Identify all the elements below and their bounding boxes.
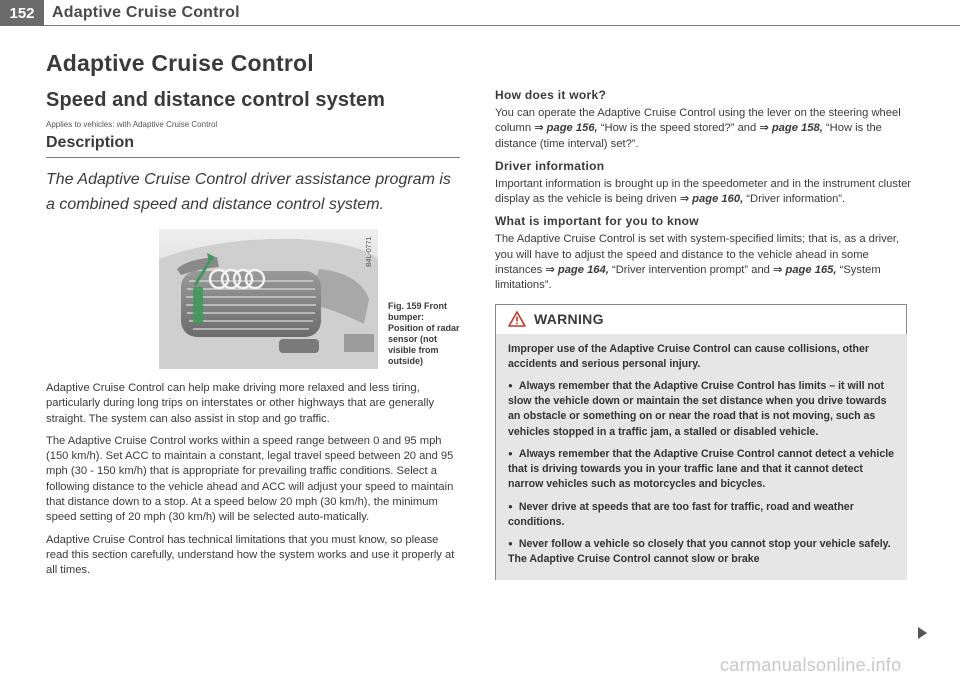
how-paragraph (495, 106, 915, 152)
warning-label: WARNING (534, 311, 604, 328)
intro-text: The Adaptive Cruise Control driver assistance program is a combined speed and distance control system. (46, 171, 451, 213)
page-ref-164[interactable]: ⇒ page 164, (545, 264, 609, 277)
page-ref-160[interactable]: ⇒ page 160, (679, 193, 744, 206)
figure-caption: Fig. 159 Front bumper: Position of radar sensor (not visible from outside) (388, 301, 460, 366)
warning-header (495, 304, 907, 334)
how-text-3: “How is the distance (time interval) set?”. (495, 122, 882, 150)
warning-box (495, 304, 907, 581)
page-ref-158[interactable]: ⇒ page 158, (759, 122, 823, 135)
driver-text-2: “Driver information”. (743, 193, 846, 206)
important-heading: What is important for you to know (495, 214, 699, 229)
page-number: 152 (0, 0, 44, 26)
driver-text-1: Important information is brought up in the speedometer and in the instrument cluster display as the vehicle is being driven (495, 177, 912, 206)
applies-to-note: Applies to vehicles: with Adaptive Cruise Control (46, 120, 218, 129)
warning-triangle-icon (508, 311, 526, 327)
important-paragraph (495, 232, 915, 293)
figure-row (46, 229, 460, 369)
warning-bullet-1: ● Always remember that the Adaptive Cruise Control has limits – it will not slow the vehicle down or maintain the set distance when you drive towards an obstacle or something on or near the road that is not moving, such as vehicles stopped in a traffic jam, a stalled or disabled vehicle. (508, 379, 897, 440)
page-ref-156[interactable]: ⇒ page 156, (534, 122, 598, 135)
page-ref-165[interactable]: ⇒ page 165, (773, 264, 837, 277)
body-paragraph-1: Adaptive Cruise Control can help make driving more relaxed and less tiring, particularly during long trips on interstates or other highways that are generally straight. The system can also assist in stop and go traffic. (46, 382, 435, 425)
how-text-2: “How is the speed stored?” and (597, 122, 760, 135)
how-text-1: You can operate the Adaptive Cruise Control using the lever on the steering wheel column (495, 107, 901, 135)
warning-bullet-3: ● Never drive at speeds that are too fast for traffic, road and weather conditions. (508, 500, 897, 530)
important-text-1: The Adaptive Cruise Control is set with system-specified limits; that is, as a driver, you will have to adjust the speed and distance to the vehicle ahead in some instances (495, 233, 900, 277)
car-front-bumper-image (159, 229, 378, 369)
important-text-2: “Driver intervention prompt” and (608, 264, 774, 277)
driver-info-heading: Driver information (495, 158, 605, 173)
warning-lead: Improper use of the Adaptive Cruise Control can cause collisions, other accidents and serious personal injury. (508, 342, 870, 370)
description-heading: Description (46, 134, 460, 158)
warning-bullet-2: ● Always remember that the Adaptive Cruise Control cannot detect a vehicle that is driving towards you in your traffic lane and that it cannot detect narrow vehicles such as motorcycles and bicycles. (508, 447, 897, 493)
body-paragraph-3: Adaptive Cruise Control has technical limitations that you must know, so please read this section carefully, understand how the system works and use it properly at all times. (46, 533, 455, 577)
body-paragraph-2: The Adaptive Cruise Control works within a speed range between 0 and 95 mph (150 km/h). Set ACC to maintain a constant, legal travel speed between 20 and 95 mph (30 - 150 km/h) that is appropriate for prevailing traffic conditions. Select a following distance to the vehicle ahead and ACC will adjust your speed to maintain that distance down to a stop. At a speed below 20 mph (30 km/h), the minimum speed setting of 20 mph (30 km/h) will be selected auto-matically. (46, 434, 454, 524)
left-column (46, 50, 460, 586)
chapter-title: Adaptive Cruise Control (46, 50, 314, 76)
driver-info-paragraph (495, 177, 915, 208)
section-title: Speed and distance control system (46, 89, 385, 111)
warning-body (495, 334, 907, 581)
right-column (495, 88, 915, 580)
watermark: carmanualsonline.info (720, 655, 902, 675)
running-head: Adaptive Cruise Control (52, 4, 240, 21)
page-header (0, 0, 960, 26)
warning-bullet-4: ● Never follow a vehicle so closely that you cannot stop your vehicle safely. The Adaptive Cruise Control cannot slow or brake (508, 537, 897, 567)
important-text-3: “System limitations”. (495, 264, 881, 292)
how-heading: How does it work? (495, 88, 607, 102)
car-front-illustration (159, 229, 378, 369)
figure-code: B4L-0771 (366, 236, 373, 267)
header-rule (44, 25, 960, 26)
continued-arrow-icon (918, 627, 927, 639)
